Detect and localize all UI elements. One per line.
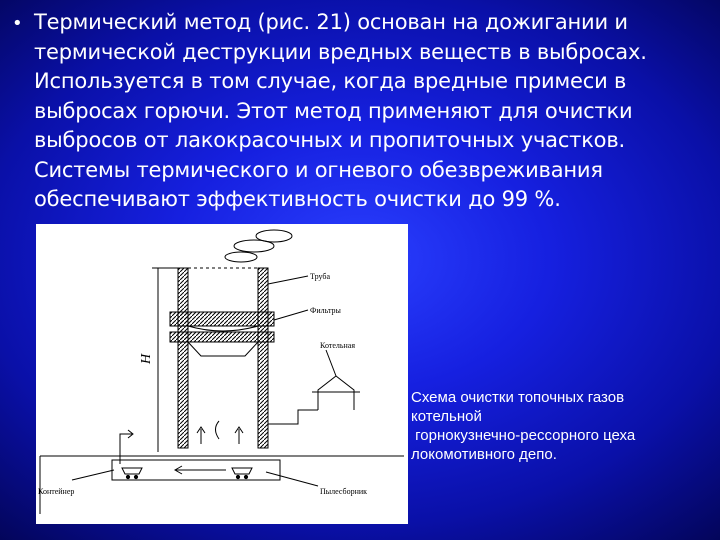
schematic-diagram [36, 224, 408, 524]
bullet-text: Термический метод (рис. 21) основан на дожигании и термической деструкции вредных веществ в выбросах. Используется в том случае, когда вредные примеси в выбросах горючи. Этот метод применяют для очистки выбросов от лакокрасочных и пропиточных участков. Системы термического и огневого обезвреживания обеспечивают эффективность очистки до 99 %. [34, 10, 647, 211]
caption-line-3: горнокузнечно-рессорного цеха [411, 427, 636, 444]
bullet-point [12, 8, 702, 215]
schematic-figure [36, 224, 408, 524]
smoke-puffs [225, 230, 292, 262]
caption-line-4: локомотивного депо. [411, 446, 557, 463]
label-filters: Фильтры [310, 306, 341, 315]
bullet-dot-icon: • [12, 13, 23, 34]
boiler-house [268, 376, 360, 424]
caption-line-1: Схема очистки топочных газов [411, 389, 625, 406]
figure-caption [411, 388, 711, 464]
height-dimension [152, 268, 178, 452]
label-boiler: Котельная [320, 341, 356, 350]
label-container: Контейнер [38, 487, 75, 496]
flow-arrows [197, 421, 243, 444]
label-pipe: Труба [310, 272, 330, 281]
ground [40, 430, 404, 514]
height-label: H [139, 353, 154, 364]
leader-lines [72, 276, 336, 486]
caption-line-2: котельной [411, 408, 482, 425]
label-dust-collector: Пылесборник [320, 487, 368, 496]
chimney [178, 268, 268, 448]
